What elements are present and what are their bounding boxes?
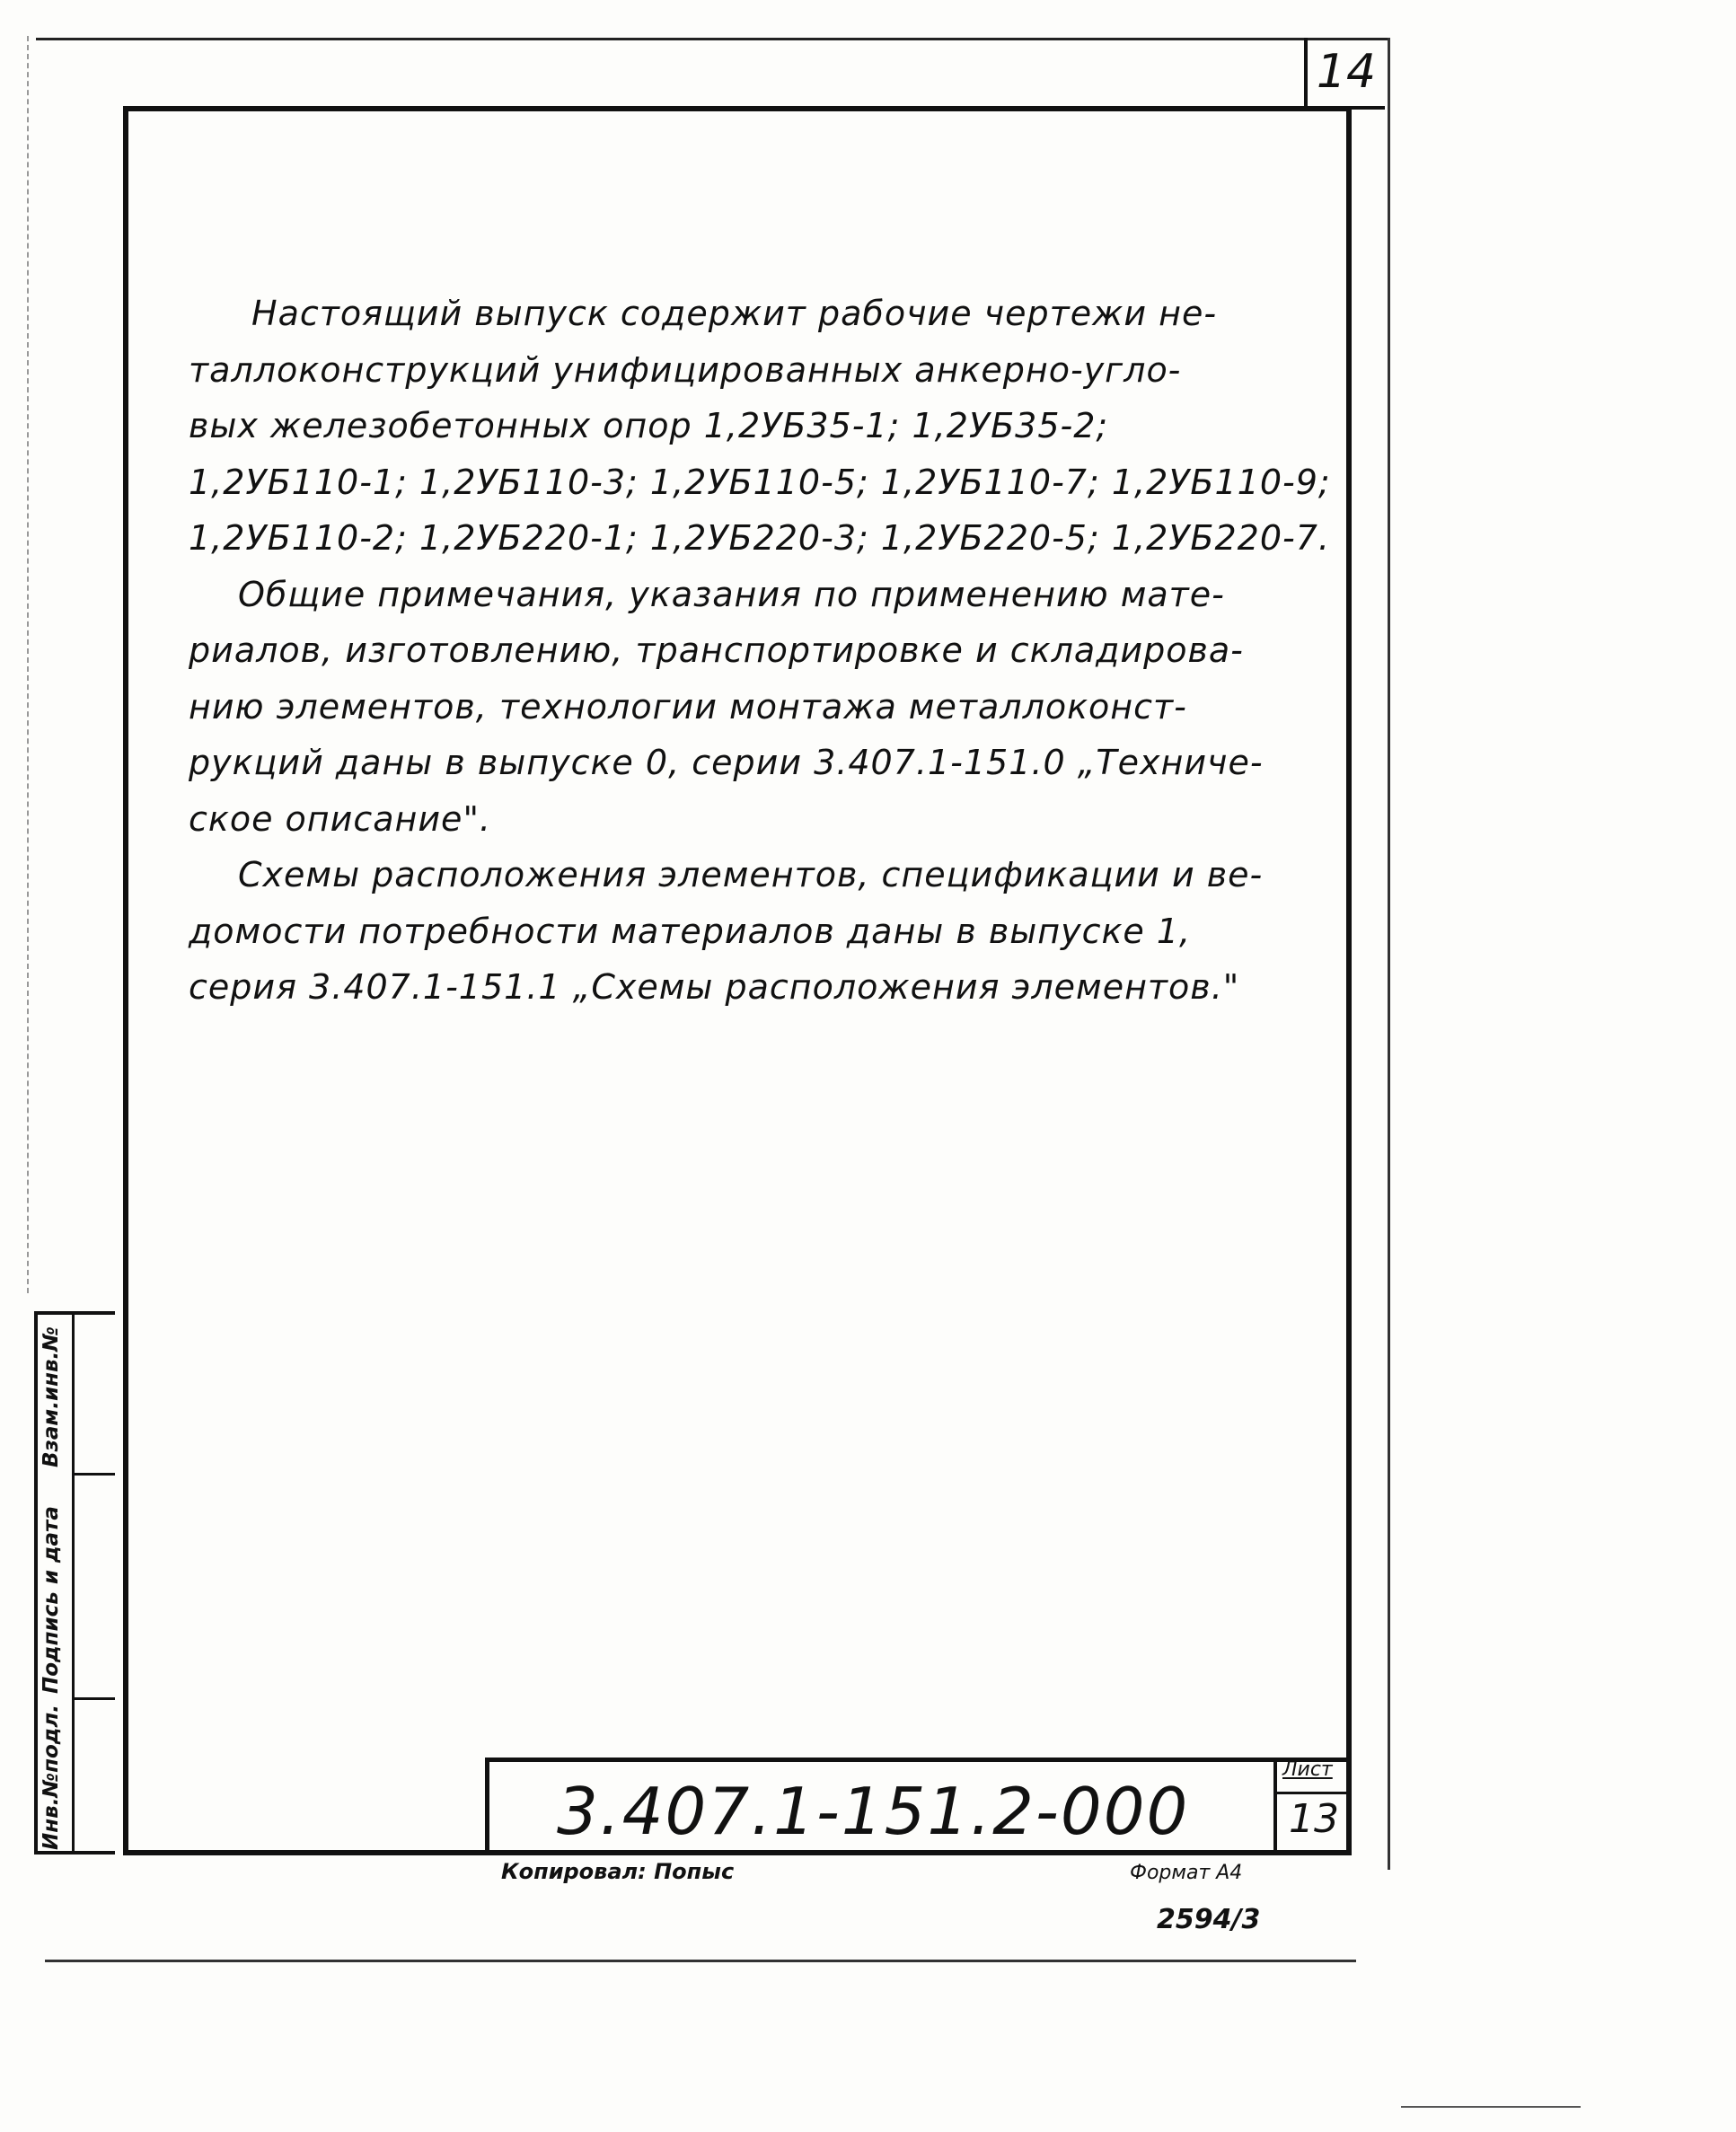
body-line: Схемы расположения элементов, спецификации и ве- bbox=[238, 855, 1264, 894]
body-line: рукций даны в выпуске 0, серии 3.407.1-151.0 „Техниче- bbox=[189, 743, 1264, 782]
document-body bbox=[189, 286, 1331, 1016]
title-block-sheet-separator bbox=[1273, 1792, 1347, 1794]
body-line: Общие примечания, указания по применению мате- bbox=[238, 574, 1225, 614]
margin-stamp-separator bbox=[72, 1473, 115, 1476]
body-line: 1,2УБ110-1; 1,2УБ110-3; 1,2УБ110-5; 1,2УБ110-7; 1,2УБ110-9; bbox=[189, 462, 1331, 502]
margin-stamp-divider bbox=[72, 1311, 75, 1854]
sheet-label: Лист bbox=[1282, 1758, 1333, 1781]
body-line: нию элементов, технологии монтажа металлоконст- bbox=[189, 686, 1187, 727]
body-line: ское описание". bbox=[189, 798, 491, 839]
margin-stamp-separator bbox=[72, 1697, 115, 1700]
document-code: 3.407.1-151.2-000 bbox=[557, 1774, 1190, 1849]
title-block-divider bbox=[1273, 1758, 1277, 1852]
body-line: Настоящий выпуск содержит рабочие чертежи не- bbox=[251, 294, 1218, 333]
stamp-podpis-data: Подпись и дата bbox=[40, 1506, 63, 1694]
stamp-inv-podl: Инв.№подл. bbox=[40, 1705, 63, 1850]
body-line: риалов, изготовлению, транспортировке и складирова- bbox=[189, 630, 1244, 670]
body-line: таллоконструкций унифицированных анкерно-угло- bbox=[189, 349, 1182, 390]
sheet-number: 13 bbox=[1289, 1796, 1339, 1842]
sheet-number-top: 14 bbox=[1304, 38, 1385, 110]
page-corner-line bbox=[1401, 2106, 1581, 2108]
archive-number: 2594/3 bbox=[1157, 1904, 1261, 1935]
body-line: серия 3.407.1-151.1 „Схемы расположения элементов." bbox=[189, 967, 1240, 1007]
body-line: вых железобетонных опор 1,2УБ35-1; 1,2УБ35-2; bbox=[189, 406, 1109, 445]
stamp-vzam-inv: Взам.инв.№ bbox=[40, 1326, 63, 1467]
copied-by: Копировал: Попыс bbox=[501, 1859, 735, 1884]
paper-format: Формат А4 bbox=[1130, 1862, 1243, 1884]
body-line: домости потребности материалов даны в выпуске 1, bbox=[189, 911, 1192, 951]
outer-frame-right bbox=[1388, 38, 1390, 1870]
body-line: 1,2УБ110-2; 1,2УБ220-1; 1,2УБ220-3; 1,2УБ220-5; 1,2УБ220-7. bbox=[189, 518, 1330, 558]
outer-frame-top bbox=[36, 38, 1388, 40]
page-bottom-line bbox=[45, 1960, 1356, 1962]
outer-frame-left bbox=[27, 36, 29, 1293]
